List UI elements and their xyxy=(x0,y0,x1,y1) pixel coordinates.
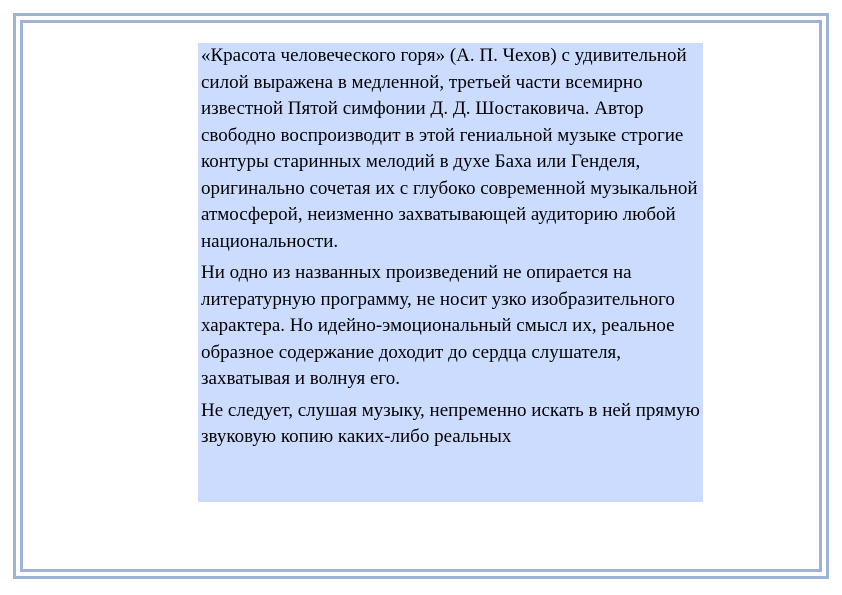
paragraph-2: Ни одно из названных произведений не опирается на литературную программу, не носит узко изобразительного характера. Но идейно-эмоциональный смысл их, реальное образное содержание доходит до сердца слушателя, захватывая и волнуя его. xyxy=(201,262,675,389)
paragraph-1: «Красота человеческого горя» (А. П. Чехов) с удивительной силой выражена в медленной, третьей части всемирно известной Пятой симфонии Д. Д. Шостаковича. Автор свободно воспроизводит в этой гениальной музыке строгие контуры старинных мелодий в духе Баха или Генделя, оригинально сочетая их с глубоко современной музыкальной атмосферой, неизменно захватывающей аудиторию любой национальности. xyxy=(201,45,698,252)
text-box xyxy=(198,43,703,502)
paragraph-3: Не следует, слушая музыку, непременно искать в ней прямую звуковую копию каких-либо реальных xyxy=(201,399,700,447)
